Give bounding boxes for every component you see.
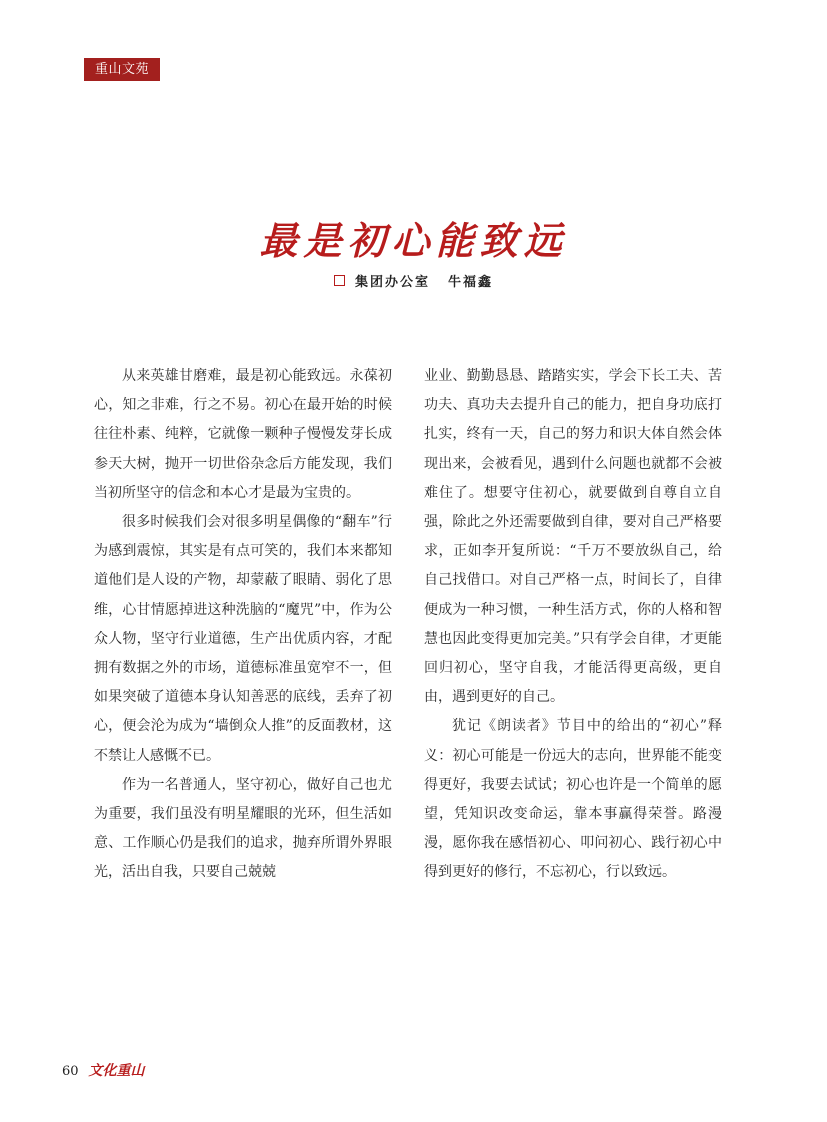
article-title: 最是初心能致远 [259, 218, 568, 263]
paragraph: 从来英雄甘磨难，最是初心能致远。永葆初心，知之非难，行之不易。初心在最开始的时候往往朴素、纯粹，它就像一颗种子慢慢发芽长成参天大树，抛开一切世俗杂念后方能发现，我们当初所坚守的信念和本心才是最为宝贵的。 [94, 368, 392, 501]
article-column-right [424, 362, 722, 888]
paragraph: 犹记《朗读者》节目中的给出的“初心”释义：初心可能是一份远大的志向，世界能不能变得更好，我要去试试；初心也许是一个简单的愿望，凭知识改变命运，靠本事赢得荣誉。路漫漫，愿你我在感悟初心、叩问初心、践行初心中得到更好的修行，不忘初心，行以致远。 [424, 718, 722, 881]
byline-author: 牛福鑫 [448, 275, 494, 290]
byline [0, 271, 827, 290]
article-column-left [94, 362, 392, 888]
page-footer [62, 1060, 145, 1080]
paragraph: 作为一名普通人，坚守初心，做好自己也尤为重要，我们虽没有明星耀眼的光环，但生活如意、工作顺心仍是我们的追求，抛弃所谓外界眼光，活出自我，只要自己兢兢 [94, 776, 392, 881]
magazine-logo: 文化重山 [88, 1063, 145, 1079]
paragraph-continued: 业业、勤勤恳恳、踏踏实实，学会下长工夫、苦功夫、真功夫去提升自己的能力，把自身功底打扎实，终有一天，自己的努力和识大体自然会体现出来，会被看见，遇到什么问题也就都不会被难住了。想要守住初心，就要做到自尊自立自强，除此之外还需要做到自律，要对自己严格要求，正如李开复所说：“千万不要放纵自己，给自己找借口。对自己严格一点，时间长了，自律便成为一种习惯，一种生活方式，你的人格和智慧也因此变得更加完美。”只有学会自律，才更能回归初心，坚守自我，才能活得更高级，更自由，遇到更好的自己。 [424, 368, 722, 706]
section-tag: 重山文苑 [84, 58, 160, 81]
paragraph: 很多时候我们会对很多明星偶像的“翻车”行为感到震惊，其实是有点可笑的，我们本来都知道他们是人设的产物，却蒙蔽了眼睛、弱化了思维，心甘情愿掉进这种洗脑的“魔咒”中，作为公众人物，坚守行业道德，生产出优质内容，才配拥有数据之外的市场，道德标准虽宽窄不一，但如果突破了道德本身认知善恶的底线，丢弃了初心，便会沦为成为“墙倒众人推”的反面教材，这不禁让人感慨不已。 [94, 514, 392, 764]
square-bullet-icon [334, 275, 345, 286]
byline-department: 集团办公室 [354, 275, 430, 290]
page-number: 60 [62, 1064, 79, 1079]
